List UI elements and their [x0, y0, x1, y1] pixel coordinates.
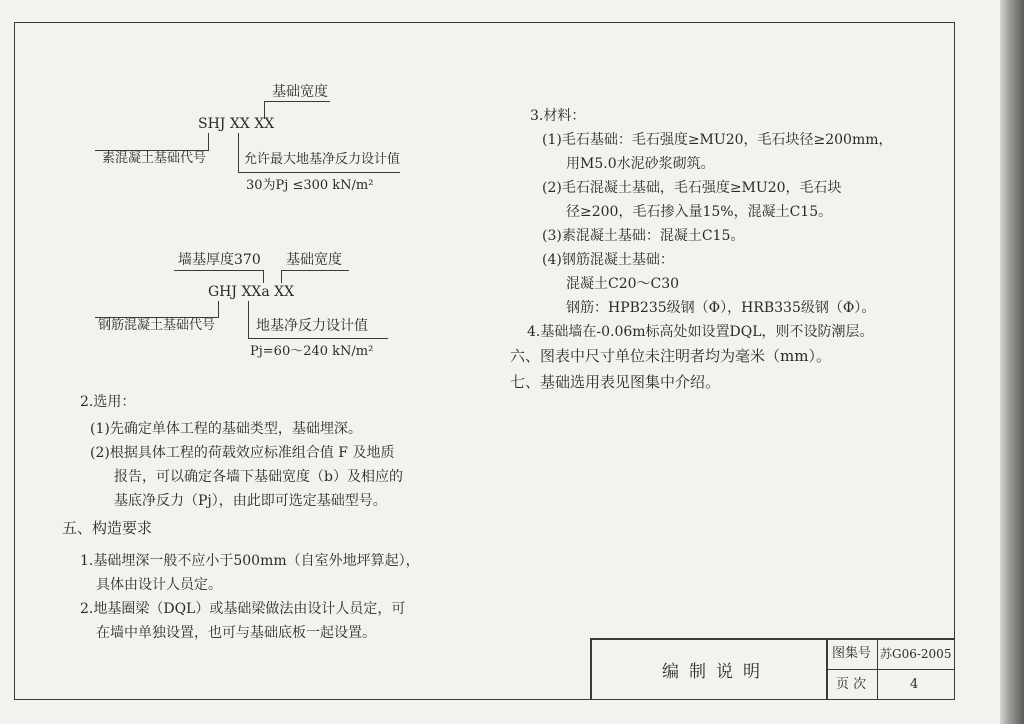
sec5-heading: 五、构造要求 [62, 519, 153, 537]
material-4-line1: (4)钢筋混凝土基础： [542, 252, 674, 268]
material-4-line2: 混凝土C20～C30 [566, 276, 680, 292]
diagram2-top-right-label: 基础宽度 [286, 252, 342, 268]
page-number-label: 页 次 [836, 677, 867, 692]
title-block-border [590, 638, 955, 640]
leader-line [238, 172, 400, 173]
leader-line [263, 270, 264, 283]
diagram2-top-left-label: 墙基厚度370 [178, 252, 261, 268]
material-2-line1: (2)毛石混凝土基础，毛石强度≥MU20，毛石块 [542, 180, 842, 196]
diagram1-left-label: 素混凝土基础代号 [102, 151, 207, 166]
diagram2-right-label: 地基净反力设计值 [256, 318, 368, 334]
material-3: (3)素混凝土基础：混凝土C15。 [542, 228, 745, 244]
material-2-line2: 径≥200，毛石掺入量15%，混凝土C15。 [566, 204, 833, 220]
title-block-border [826, 669, 955, 670]
diagram1-range: 30为Pj ≤300 kN/m² [246, 178, 374, 193]
sec7: 七、基础选用表见图集中介绍。 [510, 373, 721, 391]
atlas-number-value: 苏G06-2005 [880, 647, 952, 661]
sec5-item2-line2: 在墙中单独设置，也可与基础底板一起设置。 [96, 625, 376, 641]
leader-line [248, 338, 388, 339]
material-4-line3: 钢筋：HPB235级钢（Φ），HRB335级钢（Φ）。 [566, 300, 876, 316]
diagram2-code: GHJ XXa XX [208, 284, 295, 300]
atlas-number-label: 图集号 [832, 646, 872, 661]
sec6: 六、图表中尺寸单位未注明者均为毫米（mm）。 [510, 347, 831, 365]
material-1-line1: (1)毛石基础：毛石强度≥MU20，毛石块径≥200mm， [542, 132, 893, 148]
diagram1-right-label: 允许最大地基净反力设计值 [244, 152, 401, 167]
sec3-heading: 3.材料： [530, 108, 586, 124]
title-block-title: 编制说明 [662, 662, 770, 682]
page-number-value: 4 [910, 677, 919, 692]
leader-line [248, 301, 249, 339]
sec2-item2-line2: 报告，可以确定各墙下基础宽度（b）及相应的 [114, 469, 403, 485]
leader-line [174, 270, 264, 271]
binding-edge [1000, 0, 1024, 724]
diagram2-range: Pj=60～240 kN/m² [250, 344, 374, 359]
leader-line [281, 270, 349, 271]
leader-line [264, 101, 330, 102]
leader-line [238, 133, 239, 173]
diagram1-code: SHJ XX XX [198, 116, 275, 132]
diagram2-left-label: 钢筋混凝土基础代号 [98, 318, 216, 333]
leader-line [281, 270, 282, 283]
sec2-item1: (1)先确定单体工程的基础类型，基础埋深。 [90, 421, 362, 437]
sec2-item2-line1: (2)根据具体工程的荷载效应标准组合值 F 及地质 [90, 445, 395, 461]
title-block-border [590, 638, 592, 700]
diagram1-top-label: 基础宽度 [272, 84, 328, 100]
sec2-item2-line3: 基底净反力（Pj），由此即可选定基础型号。 [114, 493, 387, 509]
sec5-item1-line1: 1.基础埋深一般不应小于500mm（自室外地坪算起）， [80, 553, 420, 569]
leader-line [208, 133, 209, 150]
sec5-item2-line1: 2.地基圈梁（DQL）或基础梁做法由设计人员定，可 [80, 601, 406, 617]
sec5-item1-line2: 具体由设计人员定。 [96, 577, 222, 593]
sec2-heading: 2.选用： [80, 394, 136, 410]
sec4: 4.基础墙在-0.06m标高处如设置DQL，则不设防潮层。 [527, 324, 874, 340]
leader-line [218, 301, 219, 317]
material-1-line2: 用M5.0水泥砂浆砌筑。 [566, 156, 715, 172]
